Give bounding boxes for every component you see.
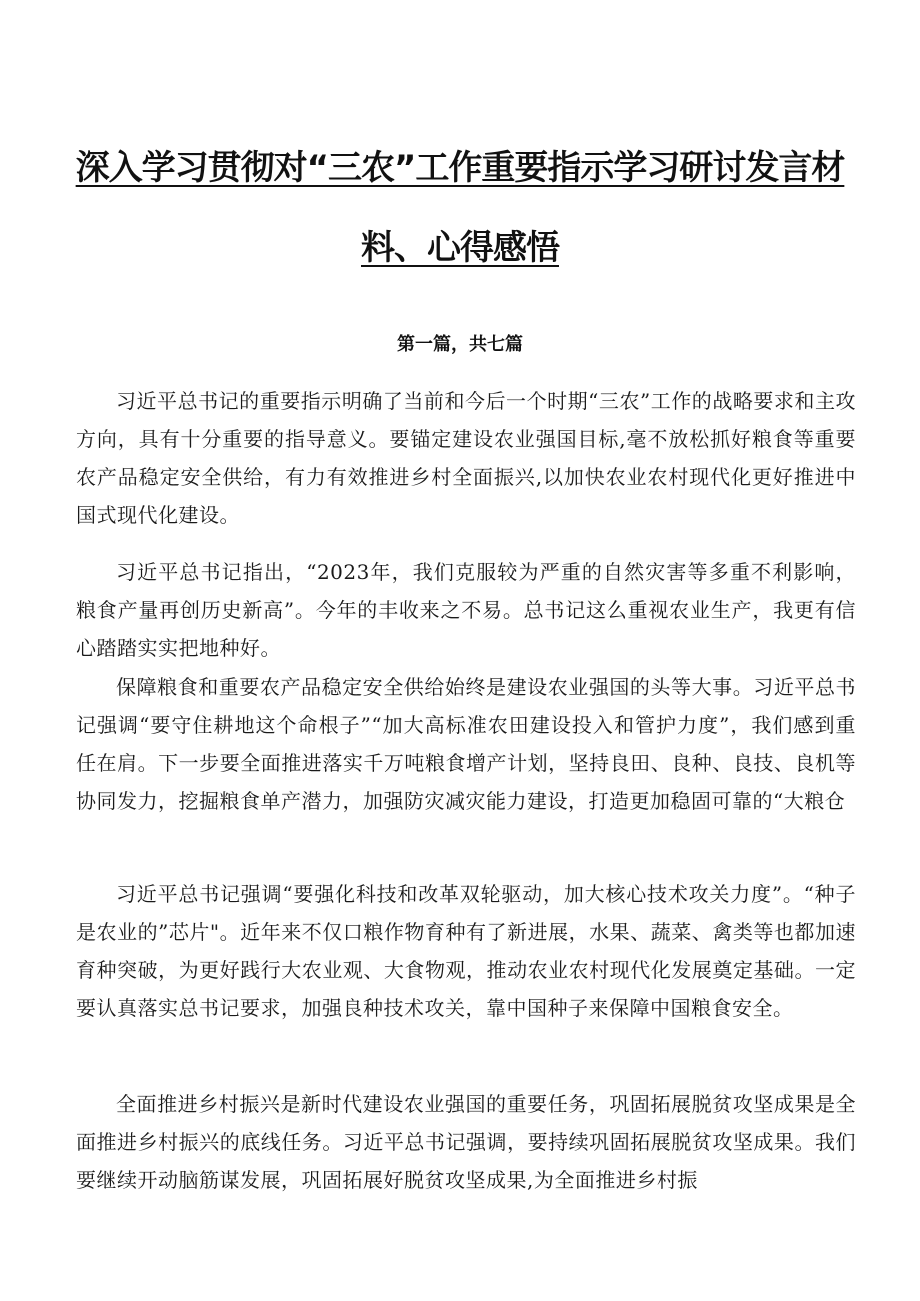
paragraph-2: 习近平总书记指出，“2023年，我们克服较为严重的自然灾害等多重不利影响，粮食产量再创历史新高”。今年的丰收来之不易。总书记这么重视农业生产，我更有信心踏踏实实把地种好。 [76, 560, 856, 660]
document-title-line-2: 料、心得感悟 [361, 228, 559, 268]
paragraph-5: 全面推进乡村振兴是新时代建设农业强国的重要任务，巩固拓展脱贫攻坚成果是全面推进乡村振兴的底线任务。习近平总书记强调，要持续巩固拓展脱贫攻坚成果。我们要继续开动脑筋谋发展，巩固拓展好脱贫攻坚成果,为全面推进乡村振 [76, 1092, 856, 1192]
document-title-line-1: 深入学习贯彻对“三农”工作重要指示学习研讨发言材 [75, 148, 845, 188]
paragraph-4: 习近平总书记强调“要强化科技和改革双轮驱动，加大核心技术攻关力度”。“种子是农业的”芯片"。近年来不仅口粮作物育种有了新进展，水果、蔬菜、禽类等也都加速育种突破，为更好践行大农业观、大食物观，推动农业农村现代化发展奠定基础。一定要认真落实总书记要求，加强良种技术攻关，靠中国种子来保障中国粮食安全。 [76, 882, 856, 1020]
paragraph-1: 习近平总书记的重要指示明确了当前和今后一个时期“三农”工作的战略要求和主攻方向，具有十分重要的指导意义。要锚定建设农业强国目标,毫不放松抓好粮食等重要农产品稳定安全供给，有力有效推进乡村全面振兴,以加快农业农村现代化更好推进中国式现代化建设。 [76, 389, 856, 527]
paragraph-3: 保障粮食和重要农产品稳定安全供给始终是建设农业强国的头等大事。习近平总书记强调“要守住耕地这个命根子”“加大高标准农田建设投入和管护力度”，我们感到重任在肩。下一步要全面推进落实千万吨粮食增产计划，坚持良田、良种、良技、良机等协同发力，挖掘粮食单产潜力，加强防灾减灾能力建设，打造更加稳固可靠的“大粮仓 [76, 675, 856, 813]
section-subtitle: 第一篇，共七篇 [397, 334, 523, 355]
